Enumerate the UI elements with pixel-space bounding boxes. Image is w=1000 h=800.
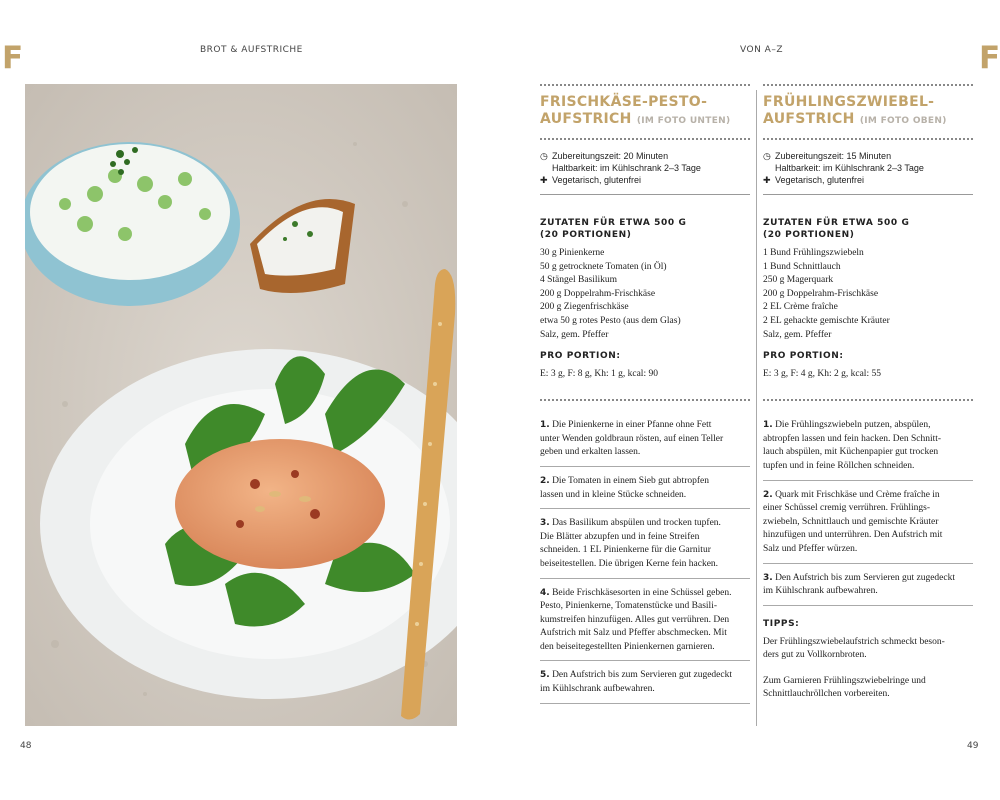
ingredient: 1 Bund Schnittlauch (763, 261, 841, 272)
recipe-title: FRISCHKÄSE-PESTO- AUFSTRICH (IM FOTO UNTEN) (540, 94, 731, 127)
ingredient: 2 EL gehackte gemischte Kräuter (763, 315, 890, 326)
running-head-right: VON A–Z (740, 45, 783, 55)
ingredient: 30 g Pinienkerne (540, 248, 605, 258)
page-number-left: 48 (20, 741, 32, 751)
tip: Der Frühlingszwiebelaufstrich schmeckt beson- ders gut zu Vollkornbroten. (763, 636, 945, 661)
ingredient: 200 g Ziegenfrischkäse (540, 302, 629, 313)
ingredient: 200 g Doppelrahm-Frischkäse (763, 288, 879, 299)
food-photo (25, 84, 457, 726)
method-step: 4. Beide Frischkäsesorten in eine Schüssel geben. Pesto, Pinienkerne, Tomatenstücke und Basili- kumstreifen hinzufügen. Alles gut verrühren. Den Aufstrich mit Salz und Pfeffer abschmecken. Mit den beiseitegestellten Pinienkernen garnieren. (540, 579, 750, 662)
method-step: 1. Die Frühlingszwiebeln putzen, abspülen, abtropfen lassen und fein hacken. Den Schnitt- lauch abspülen, mit Küchenpapier gut trocken tupfen und in feine Röllchen schneiden. (763, 411, 973, 480)
clock-icon: ◷ (763, 151, 771, 161)
ingredient: 4 Stängel Basilikum (540, 275, 618, 286)
recipe-column-2 (763, 84, 973, 702)
ingredient: 200 g Doppelrahm-Frischkäse (540, 288, 656, 299)
recipe-column-1 (540, 84, 750, 704)
column-divider (756, 90, 757, 726)
recipe-title-note: (IM FOTO OBEN) (859, 116, 947, 126)
method-step: 2. Die Tomaten in einem Sieb gut abtropfen lassen und in kleine Stücke schneiden. (540, 467, 750, 509)
running-head-left: BROT & AUFSTRICHE (200, 45, 303, 55)
page-number-right: 49 (967, 741, 979, 751)
method-step: 3. Den Aufstrich bis zum Servieren gut zugedeckt im Kühlschrank aufbewahren. (763, 564, 973, 606)
ingredient: 50 g getrocknete Tomaten (in Öl) (540, 261, 667, 272)
shelf-life: Haltbarkeit: im Kühlschrank 2–3 Tage (552, 163, 701, 173)
plus-icon: ✚ (540, 175, 548, 185)
portion-heading: PRO PORTION: (763, 351, 844, 362)
method-step: 1. Die Pinienkerne in einer Pfanne ohne Fett unter Wenden goldbraun rösten, auf einen Teller geben und erkalten lassen. (540, 411, 750, 467)
ingredient-list (763, 247, 973, 342)
dotted-rule (763, 84, 973, 86)
method-step: 3. Das Basilikum abspülen und trocken tupfen. Die Blätter abzupfen und in feine Streifen schneiden. 1 EL Pinienkerne für die Garnitur beiseitestellen. Die übrigen Kerne fein hacken. (540, 509, 750, 578)
tips-heading: TIPPS: (763, 618, 800, 629)
rule (540, 194, 750, 195)
portion-nutrition: E: 3 g, F: 8 g, Kh: 1 g, kcal: 90 (540, 369, 658, 380)
ingredients-heading: ZUTATEN FÜR ETWA 500 G (20 PORTIONEN) (540, 218, 687, 240)
plus-icon: ✚ (763, 175, 771, 185)
recipe-title-note: (IM FOTO UNTEN) (636, 116, 731, 126)
tip: Zum Garnieren Frühlingszwiebelringe und Schnittlauchröllchen vorbereiten. (763, 675, 926, 700)
recipe-meta: ◷ Zubereitungszeit: 15 Minuten Haltbarkeit: im Kühlschrank 2–3 Tage ✚ Vegetarisch, glutenfrei (763, 140, 973, 194)
portion-heading: PRO PORTION: (540, 351, 621, 362)
ingredients-heading: ZUTATEN FÜR ETWA 500 G (20 PORTIONEN) (763, 218, 910, 240)
ingredient: 250 g Magerquark (763, 275, 834, 286)
clock-icon: ◷ (540, 151, 548, 161)
ingredient-list (540, 247, 750, 342)
ingredient: 2 EL Crème fraîche (763, 302, 838, 313)
ingredient: Salz, gem. Pfeffer (763, 329, 832, 340)
ingredient: etwa 50 g rotes Pesto (aus dem Glas) (540, 315, 681, 326)
method-step: 5. Den Aufstrich bis zum Servieren gut zugedeckt im Kühlschrank aufbewahren. (540, 661, 750, 703)
dotted-rule (540, 84, 750, 86)
thumb-index-letter-right: F (979, 40, 1000, 76)
recipe-meta: ◷ Zubereitungszeit: 20 Minuten Haltbarkeit: im Kühlschrank 2–3 Tage ✚ Vegetarisch, glutenfrei (540, 140, 750, 194)
recipe-title: FRÜHLINGSZWIEBEL- AUFSTRICH (IM FOTO OBEN) (763, 94, 947, 127)
thumb-index-letter-left: F (2, 40, 24, 76)
ingredient: Salz, gem. Pfeffer (540, 329, 609, 340)
rule (763, 194, 973, 195)
portion-nutrition: E: 3 g, F: 4 g, Kh: 2 g, kcal: 55 (763, 369, 881, 380)
method-step: 2. Quark mit Frischkäse und Crème fraîche in einer Schüssel cremig verrühren. Frühlings- zwiebeln, Schnittlauch und gemischte Kräuter hinzufügen und unterrühren. Den Aufstrich mit Salz und Pfeffer würzen. (763, 481, 973, 564)
shelf-life: Haltbarkeit: im Kühlschrank 2–3 Tage (775, 163, 924, 173)
ingredient: 1 Bund Frühlingszwiebeln (763, 248, 864, 258)
